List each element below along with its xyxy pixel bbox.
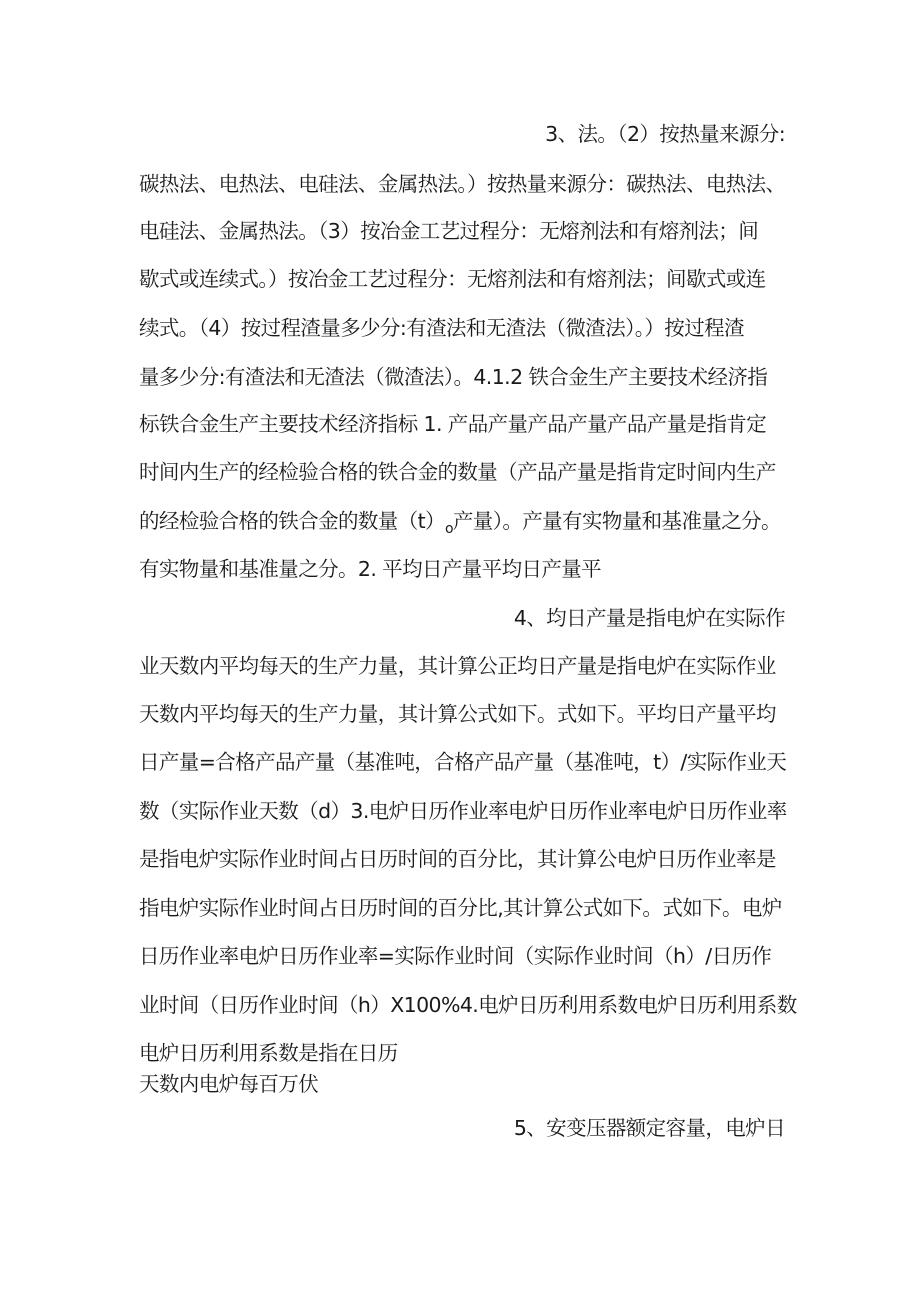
text-line: 时间内生产的经检验合格的铁合金的数量（产品产量是指肯定时间内生产 — [139, 460, 776, 484]
text-segment: 产量）。产量有实物量和基准量之分。 — [452, 509, 781, 533]
subscript-mark: o — [444, 521, 453, 537]
text-line: 量多少分:有渣法和无渣法（微渣法）。4.1.2 铁合金生产主要技术经济指 — [139, 365, 768, 389]
text-line: 天数内电炉每百万伏 — [139, 1072, 319, 1096]
text-line: 业时间（日历作业时间（h）X100%4.电炉日历利用系数电炉日历利用系数 — [139, 993, 797, 1017]
text-line: 业天数内平均每天的生产力量，其计算公正均日产量是指电炉在实际作业 — [139, 654, 776, 678]
text-line: 电炉日历利用系数是指在日历 — [139, 1041, 398, 1065]
text-line: 3、法。（2）按热量来源分: — [545, 122, 785, 146]
text-line: 天数内平均每天的生产力量，其计算公式如下。式如下。平均日产量平均 — [139, 702, 776, 726]
text-line: 续式。（4）按过程渣量多少分:有渣法和无渣法（微渣法）。）按过程渣 — [139, 316, 744, 340]
text-line: 数（实际作业天数（d）3.电炉日历作业率电炉日历作业率电炉日历作业率 — [139, 799, 787, 823]
text-line: 电硅法、金属热法。（3）按冶金工艺过程分：无熔剂法和有熔剂法；间 — [139, 219, 759, 243]
text-line: 是指电炉实际作业时间占日历时间的百分比，其计算公电炉日历作业率是 — [139, 847, 776, 871]
text-line-with-subscript — [139, 509, 785, 536]
text-line: 有实物量和基准量之分。2. 平均日产量平均日产量平 — [139, 557, 602, 581]
text-line: 5、安变压器额定容量，电炉日 — [513, 1116, 785, 1140]
text-line: 日历作业率电炉日历作业率=实际作业时间（实际作业时间（h）/日历作 — [139, 944, 772, 968]
text-line: 标铁合金生产主要技术经济指标 1. 产品产量产品产量产品产量是指肯定 — [139, 412, 767, 436]
text-line: 4、均日产量是指电炉在实际作 — [513, 606, 785, 630]
text-line: 歇式或连续式。）按冶金工艺过程分：无熔剂法和有熔剂法；间歇式或连 — [139, 267, 766, 291]
text-segment: 的经检验合格的铁合金的数量（t） — [139, 509, 445, 533]
text-line: 日产量=合格产品产量（基准吨，合格产品产量（基准吨，t）/实际作业天 — [139, 750, 787, 774]
text-line: 碳热法、电热法、电硅法、金属热法。）按热量来源分：碳热法、电热法、 — [139, 172, 786, 196]
text-line: 指电炉实际作业时间占日历时间的百分比,其计算公式如下。式如下。电炉 — [139, 896, 782, 920]
